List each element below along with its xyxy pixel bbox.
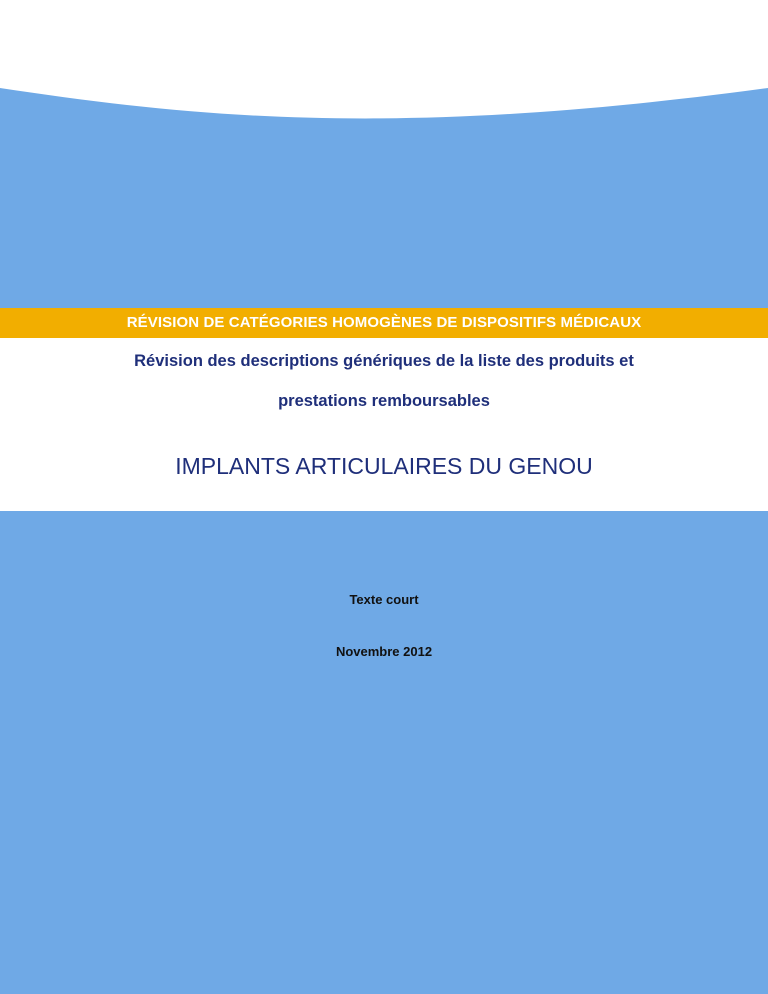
- subtitle-line-1: Révision des descriptions génériques de la liste des produits et: [134, 352, 634, 370]
- category-band: RÉVISION DE CATÉGORIES HOMOGÈNES DE DISPOSITIFS MÉDICAUX: [0, 308, 768, 338]
- top-wave-banner: [0, 0, 768, 308]
- publication-date: Novembre 2012: [335, 644, 433, 659]
- document-type: Texte court: [349, 592, 419, 607]
- subtitle-line-2: prestations remboursables: [278, 392, 490, 410]
- document-title: IMPLANTS ARTICULAIRES DU GENOU: [175, 453, 593, 479]
- bottom-blue-panel: [0, 511, 768, 994]
